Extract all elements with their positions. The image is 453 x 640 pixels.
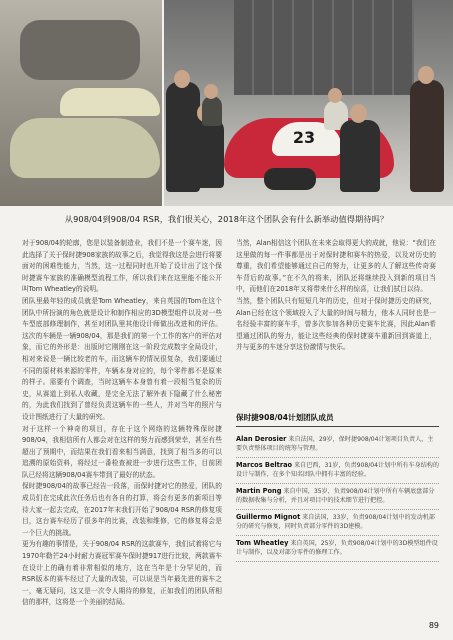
page-number: 89 <box>428 621 439 630</box>
member-name: Guillermo Mignot <box>236 513 301 521</box>
car-number: 23 <box>292 128 316 147</box>
paragraph: 对于908/04的轮廓，您是以装备制造业，我们不是一个赛车迷，因此选择了关于保时捷908家族的故事之后，我觉得我这是会进行将要面对的困难性能力，当然，这一过程同时也开始了设计出了这个保时捷赛车家族的准确模型流程工作，所以我们来在这里能不能公开叫Tom Wheatley的说明。 <box>22 239 223 294</box>
paragraph: 保时捷908/04的故事已经告一段落，而保时捷对它的热爱，团队的成员们在完成此次任务后也有各自的打算，将会有更多的新项目等待大家一起去完成，在2017年末我们开始了908/04 RSR的修复项目，这台赛车经历了很多年的比赛，改装和维修，它的修复将会是一个巨大的挑战。 <box>22 482 222 537</box>
member-desc: 来自英国，25岁，负责908/04计划中的3D模型组件设计与制作，以及对部分零件的修理工作。 <box>236 540 438 556</box>
paragraph: 对于这样一个神奇的项目，存在于这个网络的这辆特殊保时捷908/04，我相信所有人都会对在这样的努力而感到荣幸，甚至有些超出了预期中，而结果在我们看来相当满意，找到了相当多的可以追溯的原始资料，将经过一番检查被进一步进行这些工作，目前团队已经将这辆908/04赛车带到了最好的状态。 <box>22 424 222 479</box>
team-box-title: 保时捷908/04计划团队成员 <box>236 410 439 427</box>
left-column <box>22 238 222 609</box>
team-members-box <box>236 410 439 620</box>
member-desc: 来自法国，33岁，负责908/04计划中的发动机部分的研究与修复，同时负责部分零件的3D建模。 <box>236 514 435 530</box>
clay-model-body <box>10 118 160 178</box>
member-name: Tom Wheatley <box>236 539 289 547</box>
model-car <box>264 168 316 190</box>
paragraph: 团队里最年轻的成员就是Tom Wheatley，来自英国的Tom在这个团队中所扮演的角色就是设计和制作相应的3D模型组件以及对一些车型底部修理制作，甚至对团队里其他设计师做出改进和的评估。这次的车辆是一辆908/04，那是我们的第一个工作的客户的评估对象，而它的外形是：出版时它刚刚在这一阶段完成数字全局设计，相对来说是一辆比较老的车，而这辆车的情况很复杂，我们要通过不同的原材料来源的零件，车辆本身对应的，每个零件都不是原来的样子。需要有个调查，当时这辆车本身曾有着一段相当复杂的历史，从赛道上到私人收藏，是完全无法了解外表下隐藏了什么秘密的，为此我们找到了曾经负责这辆车的一些人，并对当年的照片与设计图纸进行了大量的研究。 <box>22 296 222 421</box>
garage-window <box>234 0 414 95</box>
workshop-photo <box>0 0 162 206</box>
clay-model-top <box>60 88 160 116</box>
team-member-entry <box>236 536 439 562</box>
photo-strip <box>0 0 453 206</box>
paragraph: 当然，Alan相信这个团队在未来会取得更大的成就，他说：“我们在这里做的每一件事都是出于对保时捷和赛车的热爱，以及对历史的尊重，我们希望能够通过自己的努力，让更多的人了解这些传奇赛车背后的故事。”在不久的将来，团队还将继续投入到新的项目当中，而他们在2018年又将带来什么样的惊喜，让我们拭目以待。 <box>236 239 436 294</box>
team-member-head <box>328 88 342 103</box>
member-desc: 来自巴西，31岁，负责908/04计划中所有车身结构的设计与制作，在多个知名团队中拥有丰富的经验。 <box>236 462 439 478</box>
member-desc: 来自中国，35岁，负责908/04计划中所有车辆底盘部分的数据收集与分析，并且对项目中的技术细节进行把控。 <box>236 488 435 504</box>
right-column <box>236 238 436 354</box>
team-member-entry <box>236 432 439 458</box>
member-name: Alan Derosier <box>236 435 287 443</box>
member-name: Marcos Beltrao <box>236 461 293 469</box>
team-member-entry <box>236 458 439 484</box>
team-photo <box>164 0 453 206</box>
paragraph: 更为有趣的事情是，关于908/04 RSR的这款赛车，我们试着将它与1970年勒芒24小时耐力赛冠军赛车保时捷917进行比较，两款赛车在设计上的确有着非常相似的地方，这在当年是十分罕见的，而RSR版本的赛车经过了大量的改装，可以说是当年最先进的赛车之一，毫无疑问，这又是一次令人期待的修复，正如我们的团队所相信的那样，这将是一个美丽的结局。 <box>22 540 222 607</box>
team-member-head <box>174 70 190 88</box>
team-member-head <box>350 104 367 123</box>
team-member-figure <box>340 120 380 192</box>
member-desc: 来自法国，29岁，保时捷908/04计划项目负责人，主要负责整体项目的统筹与管理。 <box>236 436 434 452</box>
photo-caption: 从908/04到908/04 RSR，我们很关心，2018年这个团队会有什么新举动值得期待吗？ <box>64 214 389 224</box>
team-member-figure <box>202 96 222 126</box>
team-member-head <box>418 66 434 84</box>
team-member-figure <box>188 118 224 188</box>
team-member-entry <box>236 484 439 510</box>
workshop-people <box>20 20 140 80</box>
team-member-figure <box>410 80 444 192</box>
member-name: Martin Pong <box>236 487 282 495</box>
team-member-entry <box>236 510 439 536</box>
paragraph: 当然，整个团队只有短短几年的历史，但对于保时捷历史的研究，Alan已经在这个领域投入了大量的时间与精力，他本人同时也是一名经验丰富的赛车手，曾多次参加各种历史赛车比赛，因此Alan希望通过团队的努力，能让这些经典的保时捷赛车重新回到赛道上，并与更多的车迷分享这份激情与快乐。 <box>236 296 436 352</box>
team-member-head <box>204 84 218 99</box>
